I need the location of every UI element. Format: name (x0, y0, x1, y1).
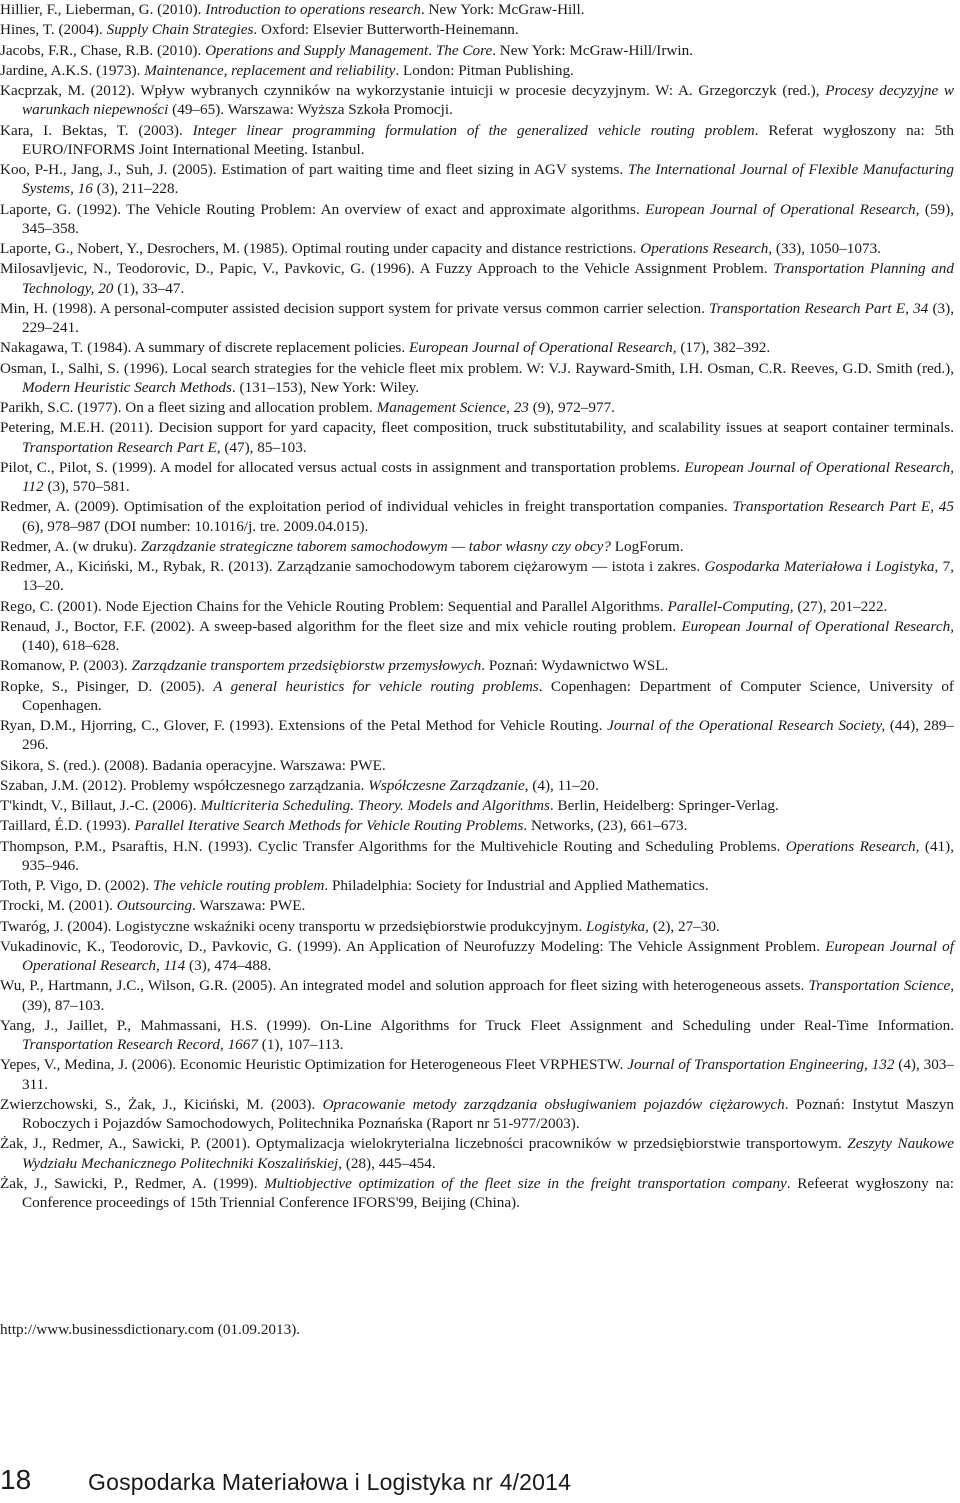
reference-text-segment: Sikora, S. (red.). (2008). Badania operacyjne. Warszawa: PWE. (0, 756, 386, 774)
reference-entry (0, 1174, 954, 1213)
reference-italic-segment: Operations Research, (640, 240, 773, 257)
reference-italic-segment: Opracowanie metody zarządzania obsługiwaniem pojazdów ciężarowych (322, 1095, 785, 1113)
reference-text-segment: Romanow, P. (2003). (0, 657, 132, 675)
reference-text-segment: . Poznań: Wydawnictwo WSL. (481, 657, 669, 675)
reference-italic-segment: Maintenance, replacement and reliability (144, 61, 396, 79)
reference-text-segment: Laporte, G., Nobert, Y., Desrochers, M. (1985). Optimal routing under capacity and distance restrictions. (0, 240, 641, 257)
reference-italic-segment: European Journal of Operational Research, 114 (22, 937, 954, 974)
reference-text-segment: Żak, J., Redmer, A., Sawicki, P. (2001). Optymalizacja wielokryterialna liczebności pracowników w przedsiębiorstwie transportowym. (0, 1135, 848, 1153)
reference-italic-segment: Zarządzanie strategiczne taborem samochodowym — tabor własny czy obcy? (140, 537, 611, 555)
reference-text-segment: Milosavljevic, N., Teodorovic, D., Papic, V., Pavkovic, G. (1996). A Fuzzy Approach to the Vehicle Assignment Problem. (0, 260, 774, 278)
reference-italic-segment: Transportation Research Part E, 34 (709, 299, 929, 317)
reference-text-segment: Toth, P. Vigo, D. (2002). (0, 877, 153, 894)
reference-entry (0, 259, 954, 298)
reference-entry (0, 617, 954, 656)
reference-text-segment: (33), 1050–1073. (772, 240, 881, 257)
reference-italic-segment: Multiobjective optimization of the fleet size in the freight transportation company (264, 1174, 787, 1192)
reference-text-segment: Wu, P., Hartmann, J.C., Wilson, G.R. (2005). An integrated model and solution approach for fleet sizing with heterogeneous assets. (0, 977, 809, 995)
reference-entry (0, 200, 954, 239)
reference-text-segment: (3), 211–228. (92, 180, 179, 198)
reference-text-segment: Trocki, M. (2001). (0, 897, 117, 915)
reference-text-segment: (49–65). Warszawa: Wyższa Szkoła Promocji. (168, 101, 453, 119)
reference-italic-segment: Multicriteria Scheduling. Theory. Models and Algorithms (200, 797, 550, 814)
reference-entry (0, 458, 954, 497)
reference-text-segment: Rego, C. (2001). Node Ejection Chains for the Vehicle Routing Problem: Sequential and Parallel Algorithms. (0, 597, 668, 615)
reference-italic-segment: European Journal of Operational Research, (681, 617, 954, 635)
reference-text-segment: . Copenhagen: Department of Computer Science, University of Copenhagen. (22, 677, 954, 714)
reference-text-segment: . Referat wygłoszony na: 5th EURO/INFORMS Joint International Meeting. Istanbul. (22, 121, 954, 158)
reference-text-segment: Yang, J., Jaillet, P., Mahmassani, H.S. (1999). On-Line Algorithms for Truck Fleet Assignment and Scheduling under Real-Time Information. (0, 1016, 954, 1034)
reference-italic-segment: Operations Research, (785, 837, 920, 855)
reference-italic-segment: Transportation Research Part E, (22, 438, 221, 456)
reference-entry (0, 299, 954, 338)
reference-text-segment: . Berlin, Heidelberg: Springer-Verlag. (549, 797, 779, 814)
reference-italic-segment: Parallel-Computing, (667, 597, 794, 615)
reference-entry (0, 837, 954, 876)
reference-italic-segment: Operations and Supply Management (205, 41, 429, 59)
reference-italic-segment: Zarządzanie transportem przedsiębiorstw przemysłowych (131, 657, 482, 675)
reference-entry (0, 937, 954, 976)
reference-text-segment: . New York: McGraw-Hill. (420, 1, 585, 18)
reference-italic-segment: Współczesne Zarządzanie (368, 776, 525, 794)
reference-italic-segment: Journal of the Operational Research Society, (607, 717, 886, 734)
reference-italic-segment: European Journal of Operational Research, 112 (22, 458, 954, 495)
reference-text-segment: Jardine, A.K.S. (1973). (0, 61, 145, 79)
reference-text-segment: (47), 85–103. (220, 438, 307, 456)
reference-text-segment: . Philadelphia: Society for Industrial and Applied Mathematics. (324, 877, 709, 894)
reference-entry (0, 497, 954, 536)
reference-text-segment: Taillard, É.D. (1993). (0, 817, 135, 835)
reference-entry (0, 239, 954, 258)
reference-text-segment: (4), 303–311. (22, 1056, 954, 1093)
reference-text-segment: Min, H. (1998). A personal-computer assisted decision support system for private versus common carrier selection. (0, 299, 710, 317)
reference-entry (0, 917, 954, 936)
reference-text-segment: Thompson, P.M., Psaraftis, H.N. (1993). Cyclic Transfer Algorithms for the Multivehicle Routing and Scheduling Problems. (0, 837, 786, 855)
reference-text-segment: Vukadinovic, K., Teodorovic, D., Pavkovic, G. (1999). An Application of Neurofuzzy Modeling: The Vehicle Assignment Problem. (0, 937, 826, 955)
reference-entry (0, 976, 954, 1015)
reference-text-segment: Petering, M.E.H. (2011). Decision support for yard capacity, fleet composition, truck substitutability, and scalability issues at seaport container terminals. (0, 419, 954, 437)
reference-italic-segment: Journal of Transportation Engineering, 132 (627, 1056, 895, 1074)
reference-entry (0, 0, 954, 19)
reference-text-segment: (59), 345–358. (22, 200, 954, 237)
reference-italic-segment: The vehicle routing problem (153, 877, 325, 894)
reference-italic-segment: The Core (435, 41, 493, 59)
reference-italic-segment: Supply Chain Strategies (106, 21, 254, 39)
reference-text-segment: (39), 87–103. (22, 996, 105, 1014)
reference-entry (0, 656, 954, 675)
reference-text-segment: . Poznań: Instytut Maszyn Roboczych i Pojazdów Samochodowych, Politechnika Poznańska (Raport nr 51-977/2003). (22, 1095, 954, 1132)
reference-entry (0, 1134, 954, 1173)
reference-text-segment: (1), 33–47. (113, 279, 185, 297)
reference-text-segment: Kacprzak, M. (2012). Wpływ wybranych czynników na wykorzystanie intuicji w procesie decyzyjnym. W: A. Grzegorczyk (red.), (0, 82, 826, 99)
reference-text-segment: (41), 935–946. (22, 837, 954, 874)
reference-text-segment: . (131–153), New York: Wiley. (231, 378, 420, 396)
reference-text-segment: (140), 618–628. (22, 637, 120, 654)
reference-entry (0, 776, 954, 795)
source-url: http://www.businessdictionary.com (01.09.2013). (0, 1321, 301, 1338)
reference-text-segment: Yepes, V., Medina, J. (2006). Economic Heuristic Optimization for Heterogeneous Fleet VRPHESTW. (0, 1056, 628, 1074)
reference-entry (0, 1055, 954, 1094)
reference-text-segment: Parikh, S.C. (1977). On a fleet sizing and allocation problem. (0, 399, 377, 416)
reference-italic-segment: Integer linear programming formulation of the generalized vehicle routing problem (192, 121, 755, 139)
reference-text-segment: (3), 570–581. (43, 478, 130, 495)
reference-italic-segment: The International Journal of Flexible Manufacturing Systems, 16 (22, 161, 954, 198)
reference-text-segment: Ryan, D.M., Hjorring, C., Glover, F. (1993). Extensions of the Petal Method for Vehicle Routing. (0, 717, 608, 734)
reference-text-segment: Redmer, A. (w druku). (0, 537, 141, 555)
reference-text-segment: Twaróg, J. (2004). Logistyczne wskaźniki oceny transportu w przedsiębiorstwie produkcyjnym. (0, 917, 587, 935)
reference-entry (0, 359, 954, 398)
reference-entry (0, 61, 954, 80)
reference-text-segment: (17), 382–392. (676, 339, 771, 357)
reference-entry (0, 338, 954, 357)
reference-italic-segment: Transportation Research Record, 1667 (22, 1036, 258, 1053)
reference-text-segment: T'kindt, V., Billaut, J.-C. (2006). (0, 797, 201, 814)
reference-italic-segment: European Journal of Operational Research, (408, 339, 677, 357)
reference-text-segment: . Networks, (23), 661–673. (523, 817, 688, 835)
reference-entry (0, 716, 954, 755)
reference-text-segment: Hillier, F., Lieberman, G. (2010). (0, 1, 206, 18)
reference-entry (0, 876, 954, 895)
reference-italic-segment: Management Science, 23 (376, 399, 529, 416)
reference-entry (0, 41, 954, 60)
reference-italic-segment: Modern Heuristic Search Methods (22, 378, 232, 396)
page-footer (0, 1460, 960, 1500)
reference-text-segment: (27), 201–222. (793, 597, 888, 615)
reference-italic-segment: Parallel Iterative Search Methods for Vehicle Routing Problems (134, 817, 524, 835)
reference-text-segment: , (4), 11–20. (524, 776, 599, 794)
reference-entry (0, 1095, 954, 1134)
reference-text-segment: . London: Pitman Publishing. (395, 61, 574, 79)
reference-entry (0, 1016, 954, 1055)
reference-entry (0, 816, 954, 835)
reference-italic-segment: Introduction to operations research (205, 1, 421, 18)
reference-entry (0, 677, 954, 716)
reference-entry (0, 398, 954, 417)
reference-text-segment: , (2), 27–30. (645, 917, 720, 935)
reference-text-segment: (6), 978–987 (DOI number: 10.1016/j. tre. 2009.04.015). (22, 517, 369, 535)
reference-entry (0, 557, 954, 596)
reference-text-segment: (44), 289–296. (22, 717, 954, 754)
reference-italic-segment: Procesy decyzyjne w warunkach niepewności (22, 82, 954, 119)
reference-text-segment: Pilot, C., Pilot, S. (1999). A model for allocated versus actual costs in assignment and transportation problems. (0, 458, 685, 476)
reference-text-segment: (1), 107–113. (257, 1036, 344, 1053)
reference-text-segment: Szaban, J.M. (2012). Problemy współczesnego zarządzania. (0, 776, 369, 794)
reference-entry (0, 796, 954, 815)
reference-entry (0, 896, 954, 915)
reference-text-segment: Redmer, A., Kiciński, M., Rybak, R. (2013). Zarządzanie samochodowym taborem ciężarowym — istota i zakres. (0, 558, 705, 575)
page-number: 18 (0, 1464, 32, 1495)
reference-text-segment: Renaud, J., Boctor, F.F. (2002). A sweep-based algorithm for the fleet size and mix vehicle routing problem. (0, 617, 682, 635)
reference-italic-segment: Logistyka (586, 917, 646, 935)
reference-entry (0, 20, 954, 39)
reference-text-segment: Nakagawa, T. (1984). A summary of discrete replacement policies. (0, 339, 409, 357)
reference-text-segment: LogForum. (610, 537, 684, 555)
reference-text-segment: . Oxford: Elsevier Butterworth-Heinemann. (253, 21, 519, 39)
journal-title: Gospodarka Materiałowa i Logistyka nr 4/2014 (88, 1469, 572, 1495)
reference-entry (0, 597, 954, 616)
reference-entry (0, 160, 954, 199)
reference-text-segment: Kara, I. Bektas, T. (2003). (0, 121, 193, 139)
reference-text-segment: Jacobs, F.R., Chase, R.B. (2010). (0, 41, 206, 59)
reference-entry (0, 121, 954, 160)
reference-text-segment: Redmer, A. (2009). Optimisation of the exploitation period of individual vehicles in freight transportation companies. (0, 498, 733, 516)
reference-text-segment: (3), 229–241. (22, 299, 954, 336)
reference-entry (0, 81, 954, 120)
reference-italic-segment: Transportation Science, (808, 977, 954, 995)
reference-text-segment: . New York: McGraw-Hill/Irwin. (492, 41, 693, 59)
reference-italic-segment: Zeszyty Naukowe Wydziału Mechanicznego Politechniki Koszalińskiej, (22, 1135, 954, 1172)
reference-text-segment: . (428, 41, 436, 59)
reference-text-segment: Osman, I., Salhi, S. (1996). Local search strategies for the vehicle fleet mix problem. W: V.J. Rayward-Smith, I.H. Osman, C.R. Reeves, G.D. Smith (red.), (0, 359, 954, 377)
reference-text-segment: . Warszawa: PWE. (192, 897, 306, 915)
reference-text-segment: . Refeerat wygłoszony na: Conference proceedings of 15th Triennial Conference IFORS'99, Beijing (China). (22, 1174, 955, 1211)
reference-italic-segment: A general heuristics for vehicle routing problems (213, 677, 539, 695)
reference-text-segment: Żak, J., Sawicki, P., Redmer, A. (1999). (0, 1174, 265, 1192)
reference-text-segment: (28), 445–454. (342, 1154, 436, 1172)
reference-text-segment: Ropke, S., Pisinger, D. (2005). (0, 677, 214, 695)
reference-entry (0, 537, 954, 556)
reference-text-segment: Zwierzchowski, S., Żak, J., Kiciński, M. (2003). (0, 1095, 323, 1113)
reference-italic-segment: European Journal of Operational Research, (645, 200, 920, 218)
reference-text-segment: (3), 474–488. (185, 957, 272, 974)
reference-italic-segment: Gospodarka Materiałowa i Logistyka (704, 558, 935, 575)
reference-text-segment: (9), 972–977. (528, 399, 615, 416)
reference-italic-segment: Outsourcing (116, 897, 193, 915)
reference-italic-segment: Transportation Planning and Technology, 20 (22, 260, 954, 297)
reference-text-segment: Laporte, G. (1992). The Vehicle Routing Problem: An overview of exact and approximate algorithms. (0, 200, 646, 218)
reference-entry (0, 756, 954, 775)
reference-text-segment: Hines, T. (2004). (0, 21, 107, 39)
reference-text-segment: Koo, P-H., Jang, J., Suh, J. (2005). Estimation of part waiting time and fleet sizing in AGV systems. (0, 161, 628, 178)
reference-text-segment: , 7, 13–20. (22, 558, 954, 595)
reference-entry (0, 418, 954, 457)
reference-italic-segment: Transportation Research Part E, 45 (732, 498, 954, 516)
